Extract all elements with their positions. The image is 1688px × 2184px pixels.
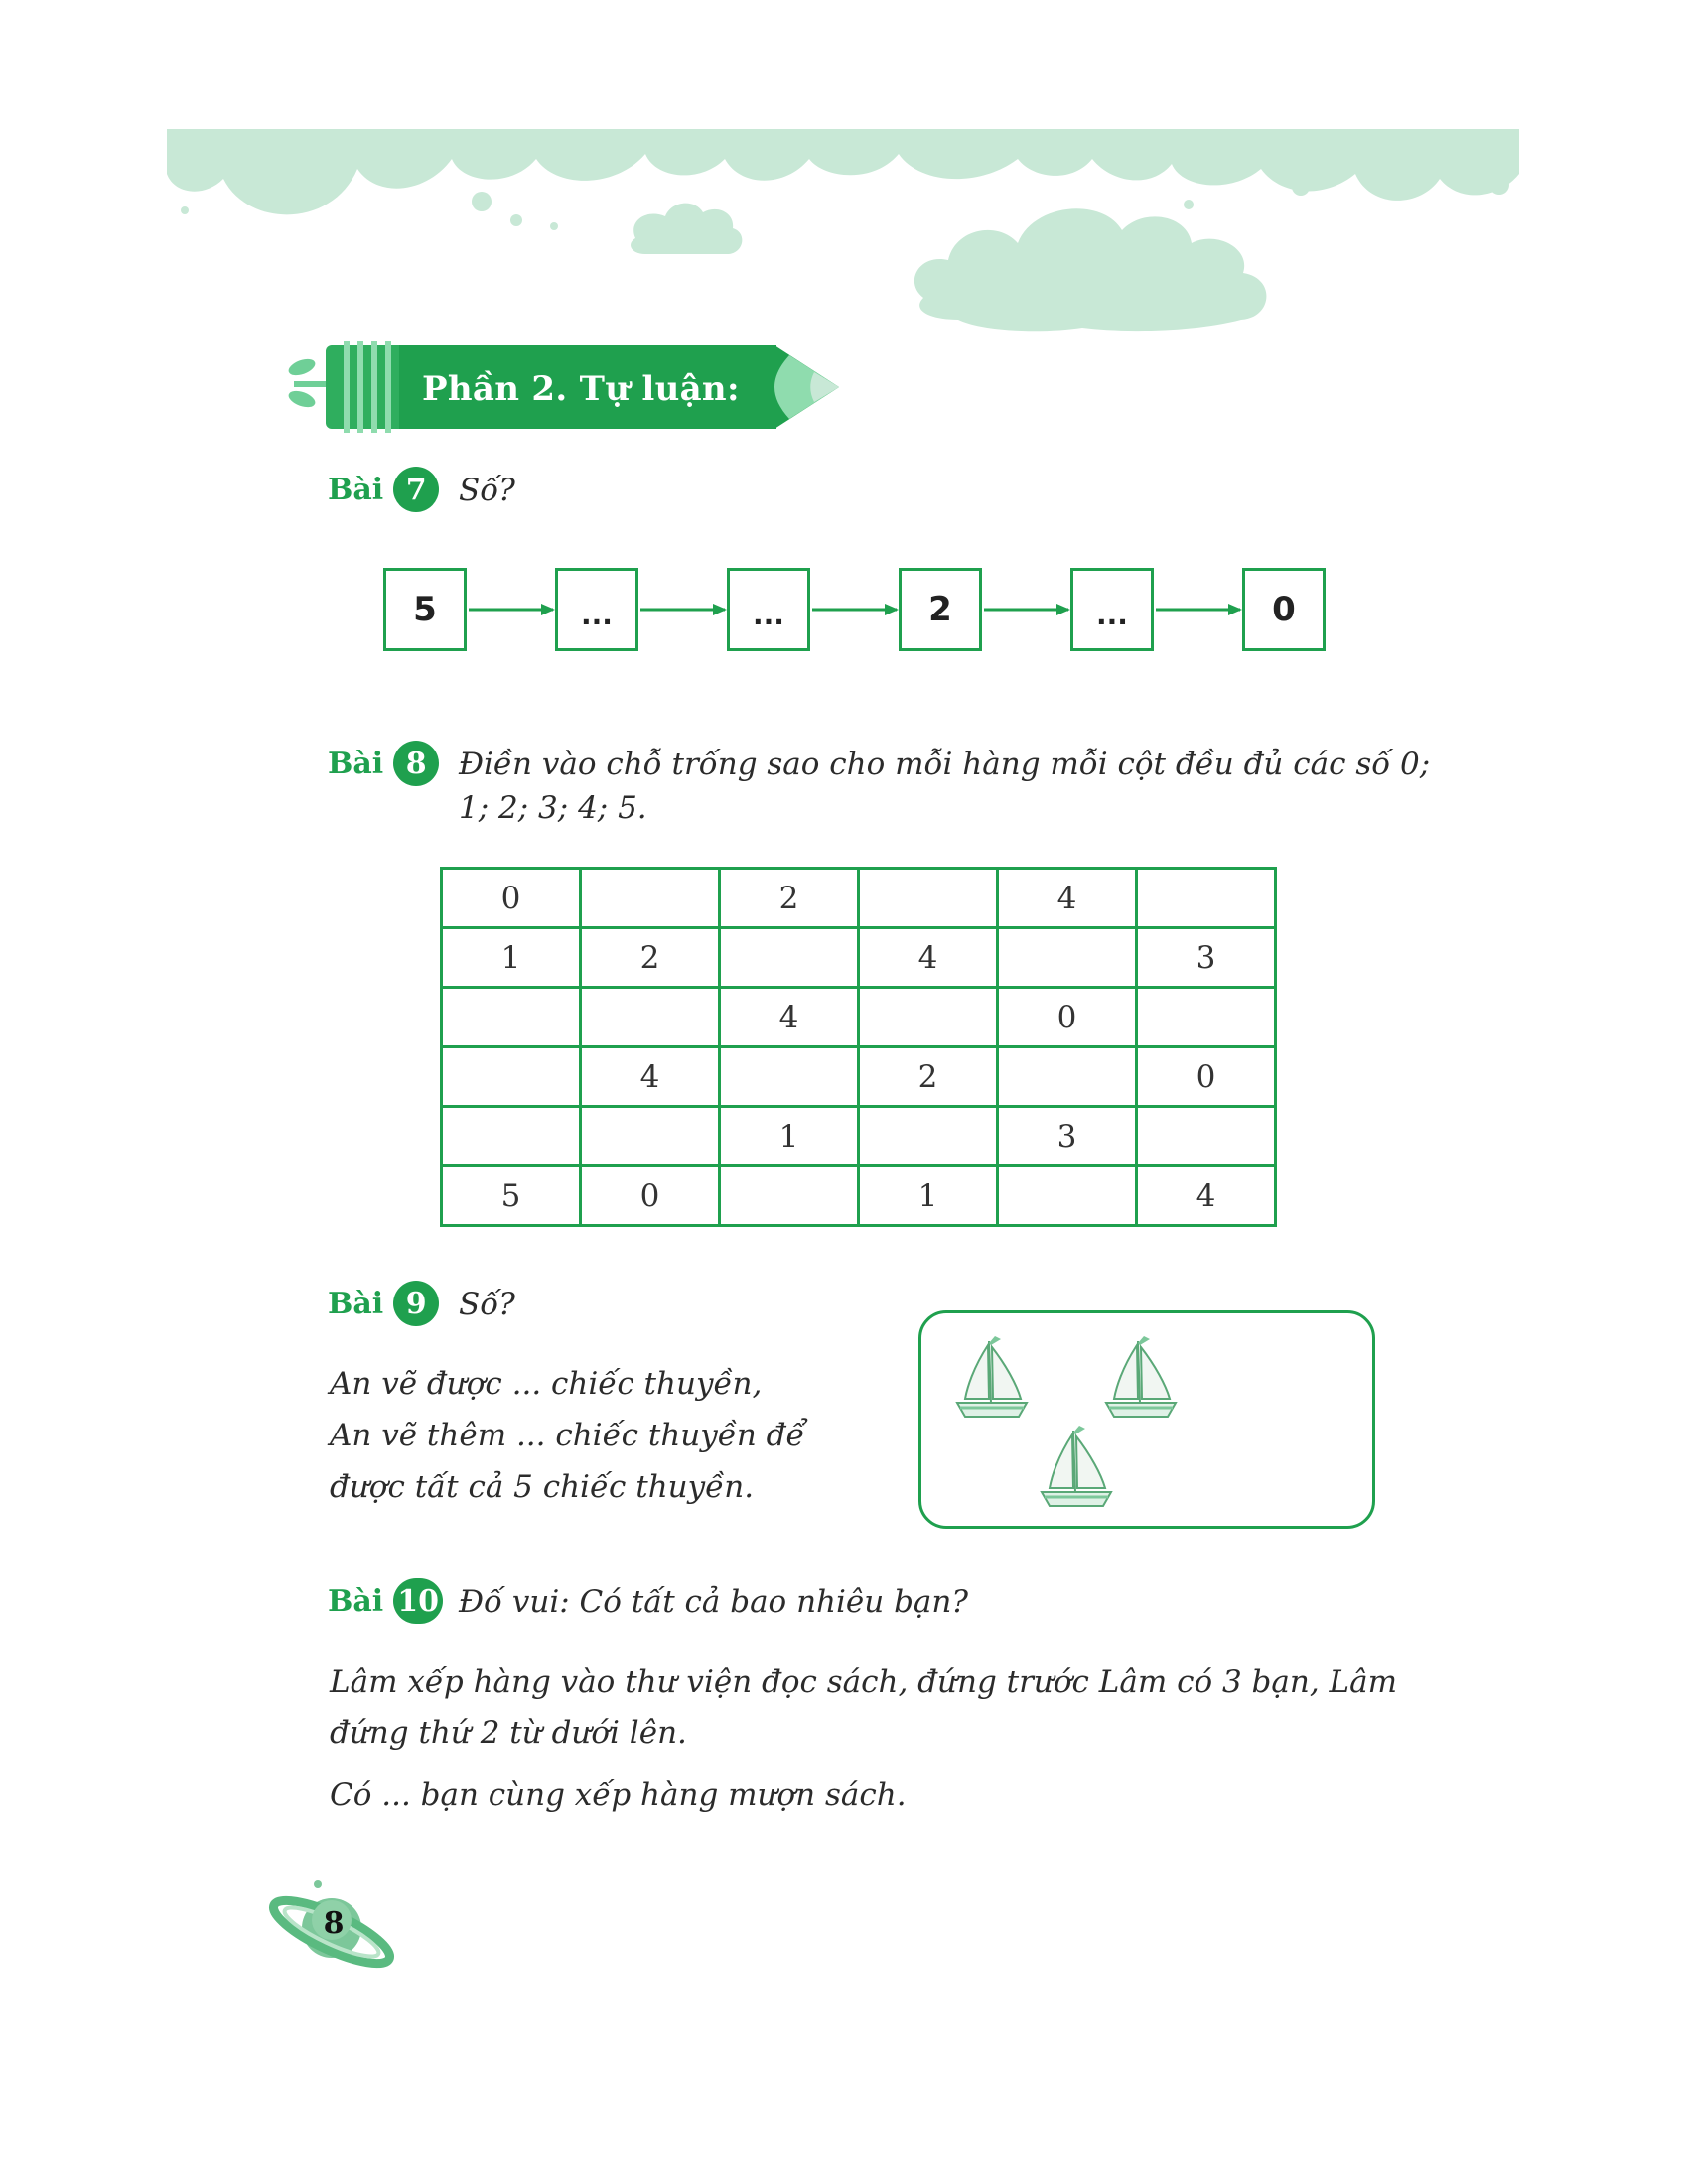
exercise-8-prompt-line1: Điền vào chỗ trống sao cho mỗi hàng mỗi cột đều đủ các số 0; — [459, 747, 1431, 782]
exercise-10-label — [328, 1578, 443, 1624]
grid-cell-blank[interactable] — [859, 988, 998, 1047]
exercise-9-label — [328, 1281, 439, 1326]
grid-cell-blank[interactable] — [581, 869, 720, 928]
number-grid — [440, 867, 1277, 1227]
grid-cell-blank[interactable] — [1137, 988, 1276, 1047]
grid-cell: 4 — [859, 928, 998, 988]
exercise-number-badge: 10 — [393, 1578, 443, 1624]
exercise-9-prompt: Số? — [459, 1287, 515, 1322]
exercise-10-prompt: Đố vui: Có tất cả bao nhiêu bạn? — [459, 1584, 968, 1620]
exercise-number-badge: 9 — [393, 1281, 439, 1326]
sailboat-icon — [951, 1333, 1031, 1423]
sequence-box-6: 0 — [1242, 568, 1326, 651]
grid-cell-blank[interactable] — [1137, 869, 1276, 928]
grid-cell: 2 — [581, 928, 720, 988]
exercise-10-line1: Lâm xếp hàng vào thư viện đọc sách, đứng trước Lâm có 3 bạn, Lâm — [330, 1664, 1398, 1700]
exercise-9-line3: được tất cả 5 chiếc thuyền. — [330, 1469, 755, 1505]
exercise-label-word: Bài — [328, 1583, 384, 1619]
sequence-box-3-blank[interactable]: ... — [727, 568, 810, 651]
grid-cell: 2 — [859, 1047, 998, 1107]
grid-cell: 0 — [998, 988, 1137, 1047]
grid-cell-blank[interactable] — [720, 1166, 859, 1226]
grid-cell: 4 — [581, 1047, 720, 1107]
grid-cell-blank[interactable] — [442, 1047, 581, 1107]
grid-cell: 4 — [1137, 1166, 1276, 1226]
sequence-box-5-blank[interactable]: ... — [1070, 568, 1154, 651]
grid-cell-blank[interactable] — [720, 928, 859, 988]
grid-cell: 3 — [1137, 928, 1276, 988]
boats-picture-frame — [918, 1310, 1375, 1529]
sailboat-icon — [1036, 1423, 1115, 1512]
grid-cell: 2 — [720, 869, 859, 928]
sailboat-icon — [1100, 1333, 1180, 1423]
grid-cell-blank[interactable] — [998, 1166, 1137, 1226]
grid-cell: 0 — [581, 1166, 720, 1226]
exercise-10-line2: đứng thứ 2 từ dưới lên. — [330, 1715, 687, 1751]
grid-row — [442, 1107, 1276, 1166]
exercise-number-badge: 8 — [393, 741, 439, 786]
page-number: 8 — [323, 1906, 345, 1941]
grid-row — [442, 869, 1276, 928]
exercise-label-word: Bài — [328, 472, 384, 507]
exercise-label-word: Bài — [328, 746, 384, 781]
grid-cell: 0 — [1137, 1047, 1276, 1107]
exercise-7-label — [328, 467, 439, 512]
exercise-7-prompt: Số? — [459, 473, 515, 508]
grid-cell-blank[interactable] — [442, 988, 581, 1047]
grid-cell-blank[interactable] — [998, 928, 1137, 988]
grid-cell: 3 — [998, 1107, 1137, 1166]
exercise-9-line2: An vẽ thêm ... chiếc thuyền để — [330, 1418, 805, 1453]
grid-cell: 4 — [720, 988, 859, 1047]
grid-row — [442, 1166, 1276, 1226]
grid-cell: 1 — [720, 1107, 859, 1166]
section-title: Phần 2. Tự luận: — [422, 369, 740, 409]
grid-cell: 0 — [442, 869, 581, 928]
grid-cell: 1 — [442, 928, 581, 988]
grid-cell: 5 — [442, 1166, 581, 1226]
exercise-10-line3: Có ... bạn cùng xếp hàng mượn sách. — [330, 1777, 907, 1813]
grid-cell-blank[interactable] — [442, 1107, 581, 1166]
header-clouds-decoration — [0, 0, 1688, 357]
grid-row — [442, 1047, 1276, 1107]
sequence-box-2-blank[interactable]: ... — [555, 568, 638, 651]
grid-cell-blank[interactable] — [581, 1107, 720, 1166]
sequence-box-1: 5 — [383, 568, 467, 651]
exercise-8-prompt-line2: 1; 2; 3; 4; 5. — [459, 790, 647, 826]
exercise-label-word: Bài — [328, 1286, 384, 1321]
grid-cell-blank[interactable] — [1137, 1107, 1276, 1166]
grid-cell-blank[interactable] — [859, 869, 998, 928]
grid-cell: 4 — [998, 869, 1137, 928]
grid-cell-blank[interactable] — [581, 988, 720, 1047]
exercise-9-line1: An vẽ được ... chiếc thuyền, — [330, 1366, 763, 1402]
grid-row — [442, 988, 1276, 1047]
grid-row — [442, 928, 1276, 988]
grid-cell-blank[interactable] — [720, 1047, 859, 1107]
sequence-box-4: 2 — [899, 568, 982, 651]
grid-cell-blank[interactable] — [998, 1047, 1137, 1107]
exercise-8-label — [328, 741, 439, 786]
grid-cell: 1 — [859, 1166, 998, 1226]
exercise-number-badge: 7 — [393, 467, 439, 512]
grid-cell-blank[interactable] — [859, 1107, 998, 1166]
